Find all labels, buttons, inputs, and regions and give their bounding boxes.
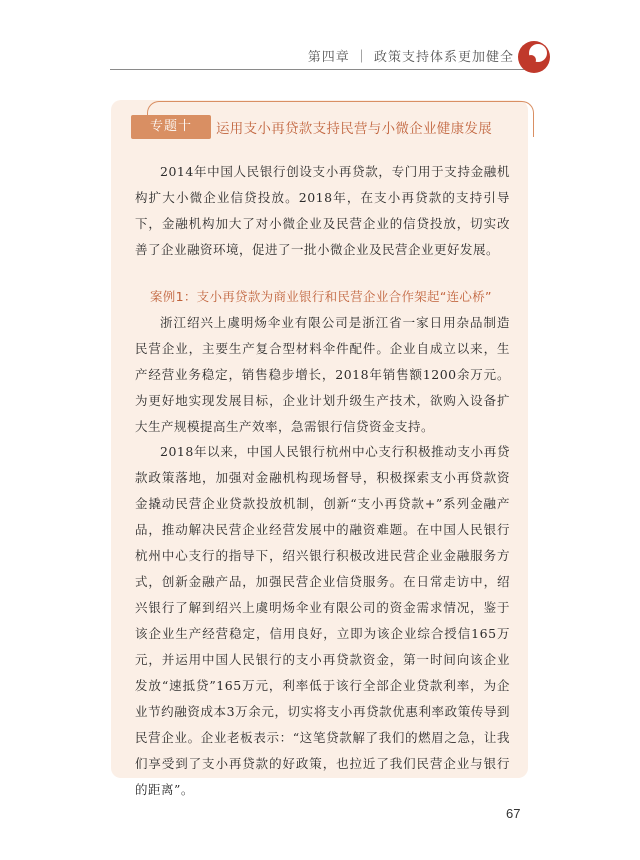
chapter-logo-icon xyxy=(517,40,551,74)
page-number: 67 xyxy=(506,806,521,821)
case-title: 案例1：支小再贷款为商业银行和民营企业合作架起“连心桥” xyxy=(150,289,492,304)
intro-paragraph: 2014年中国人民银行创设支小再贷款，专门用于支持金融机构扩大小微企业信贷投放。2018年，在支小再贷款的支持引导下，金融机构加大了对小微企业及民营企业的信贷投放，切实改善了企业融资环境，促进了一批小微企业及民营企业更好发展。 xyxy=(135,164,510,257)
header-rule xyxy=(110,69,528,70)
topic-title: 运用支小再贷款支持民营与小微企业健康发展 xyxy=(216,121,492,137)
running-header xyxy=(110,36,528,70)
chapter-title: 第四章 ｜ 政策支持体系更加健全 xyxy=(307,50,514,65)
case-paragraph-1: 浙江绍兴上虞明炀伞业有限公司是浙江省一家日用杂品制造民营企业，主要生产复合型材料伞件配件。企业自成立以来，生产经营业务稳定，销售稳步增长，2018年销售额1200余万元。为更好地实现发展目标，企业计划升级生产技术，欲购入设备扩大生产规模提高生产效率，急需银行信贷资金支持。 xyxy=(135,315,510,434)
topic-tag: 专题十 xyxy=(131,115,211,139)
case-paragraph-2: 2018年以来，中国人民银行杭州中心支行积极推动支小再贷款政策落地，加强对金融机构现场督导，积极探索支小再贷款资金撬动民营企业贷款投放机制，创新“支小再贷款+”系列金融产品，推动解决民营企业经营发展中的融资难题。在中国人民银行杭州中心支行的指导下，绍兴银行积极改进民营企业金融服务方式，创新金融产品，加强民营企业信贷服务。在日常走访中，绍兴银行了解到绍兴上虞明炀伞业有限公司的资金需求情况，鉴于该企业生产经营稳定，信用良好，立即为该企业综合授信165万元，并运用中国人民银行的支小再贷款资金，第一时间向该企业发放“速抵贷”165万元，利率低于该行全部企业贷款利率，为企业节约融资成本3万余元，切实将支小再贷款优惠利率政策传导到民营企业。企业老板表示：“这笔贷款解了我们的燃眉之急，让我们享受到了支小再贷款的好政策，也拉近了我们民营企业与银行的距离”。 xyxy=(135,444,510,797)
